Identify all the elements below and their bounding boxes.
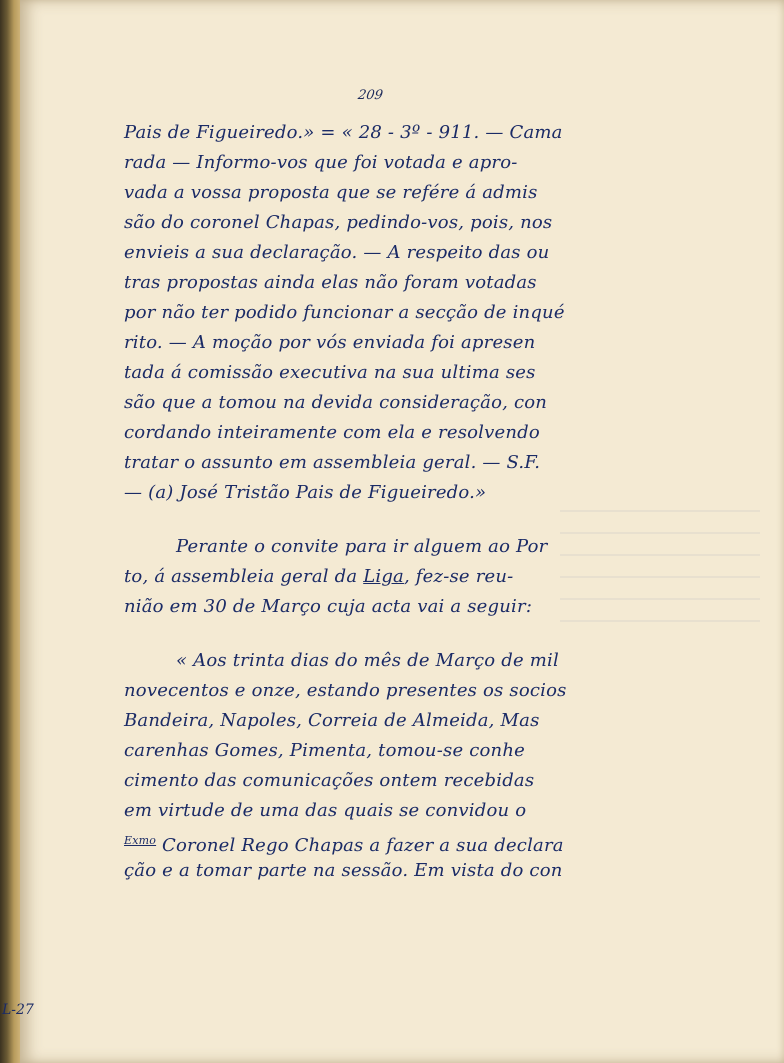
- text-line: [124, 562, 644, 592]
- text-line: são que a tomou na devida consideração, con: [124, 392, 548, 413]
- paragraph-gap: [124, 622, 644, 646]
- text-segment: Coronel Rego Chapas a fazer a sua declara: [156, 835, 564, 856]
- text-line: — (a) José Tristão Pais de Figueiredo.»: [124, 482, 487, 503]
- text-line: envieis a sua declaração. — A respeito das ou: [124, 242, 550, 263]
- manuscript-page: [20, 0, 784, 1063]
- text-line: tada á comissão executiva na sua ultima ses: [124, 362, 536, 383]
- text-line: « Aos trinta dias do mês de Março de mil: [176, 650, 559, 671]
- text-line: [124, 826, 644, 856]
- text-line: vada a vossa proposta que se refére á admis: [124, 182, 538, 203]
- text-line: tratar o assunto em assembleia geral. — S.F.: [124, 452, 541, 473]
- abbreviation-superscript: Exmo: [124, 834, 157, 847]
- text-line: ção e a tomar parte na sessão. Em vista do con: [124, 860, 563, 881]
- text-segment: to, á assembleia geral da: [124, 566, 364, 587]
- underlined-word: Liga: [363, 566, 404, 587]
- text-line: cordando inteiramente com ela e resolvendo: [124, 422, 540, 443]
- book-binding-edge: [0, 0, 20, 1063]
- paragraph-gap: [124, 508, 644, 532]
- text-line: rito. — A moção por vós enviada foi apresen: [124, 332, 536, 353]
- text-line: carenhas Gomes, Pimenta, tomou-se conhe: [124, 740, 525, 761]
- handwritten-text: [124, 118, 644, 886]
- text-line: em virtude de uma das quais se convidou o: [124, 800, 527, 821]
- page-number: 209: [356, 88, 384, 103]
- text-line: cimento das comunicações ontem recebidas: [124, 770, 535, 791]
- text-line: Perante o convite para ir alguem ao Por: [176, 536, 548, 557]
- text-line: rada — Informo-vos que foi votada e apro-: [124, 152, 518, 173]
- text-line: Pais de Figueiredo.» = « 28 - 3º - 911. — Cama: [124, 122, 563, 143]
- text-line: por não ter podido funcionar a secção de inqué: [124, 302, 565, 323]
- margin-note: L-27: [2, 1002, 34, 1018]
- text-line: novecentos e onze, estando presentes os socios: [124, 680, 567, 701]
- text-line: tras propostas ainda elas não foram votadas: [124, 272, 537, 293]
- text-line: nião em 30 de Março cuja acta vai a seguir:: [124, 596, 533, 617]
- text-line: são do coronel Chapas, pedindo-vos, pois, nos: [124, 212, 553, 233]
- text-segment: , fez-se reu-: [403, 566, 514, 587]
- text-line: Bandeira, Napoles, Correia de Almeida, Mas: [124, 710, 540, 731]
